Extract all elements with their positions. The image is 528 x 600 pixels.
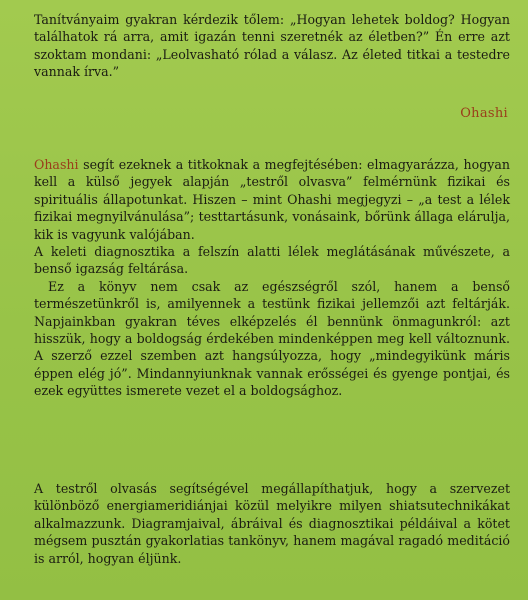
description-paragraph-1 [34, 156, 510, 243]
quote-text: Tanítványaim gyakran kérdezik tőlem: „Hogyan lehetek boldog? Hogyan találhatok rá arra, amit igazán tenni szeretnék az életben?” Én erre azt szoktam mondani: „Leolvasható rólad a válasz. Az életed titkai a testedre vannak írva.” [34, 12, 510, 80]
closing-paragraph [34, 480, 510, 567]
description-paragraph-3: Ez a könyv nem csak az egészségről szól, hanem a benső természetünkről is, amilyennek a testünk fizikai jellemzői azt feltárják. Napjainkban gyakran téves elképzelés él bennünk önmagunkról: azt hisszük, hogy a boldogság érdekében mindenképpen meg kell változnunk. A szerző ezzel szemben azt hangsúlyozza, hogy „mindegyikünk máris éppen elég jó”. Mindannyiunknak vannak erősségei és gyenge pontjai, és ezek együttes ismerete vezet el a boldogsághoz. [34, 278, 510, 399]
description-paragraph-1-text: segít ezeknek a titkoknak a megfejtésében: elmagyarázza, hogyan kell a külső jegyek alapján „testről olvasva” felmérnünk fizikai és spirituális állapotunkat. Hiszen – mint Ohashi megjegyzi – „a test a lélek fizikai megnyilvánulása”; testtartásunk, vonásaink, bőrünk állaga elárulja, kik is vagyunk valójában. [34, 157, 510, 242]
description [34, 156, 510, 400]
description-paragraph-2: A keleti diagnosztika a felszín alatti lélek meglátásának művészete, a benső igazság feltárása. [34, 244, 510, 277]
author-name: Ohashi [34, 157, 79, 172]
closing-text: A testről olvasás segítségével megállapíthatjuk, hogy a szervezet különböző energiameridiánjai közül melyikre milyen shiatsutechnikákat alkalmazzunk. Diagramjaival, ábráival és diagnosztikai példáival a kötet mégsem pusztán gyakorlatias tankönyv, hanem magával ragadó meditáció is arról, hogyan éljünk. [34, 481, 510, 566]
opening-quote [34, 11, 510, 81]
quote-attribution: Ohashi [460, 106, 508, 121]
